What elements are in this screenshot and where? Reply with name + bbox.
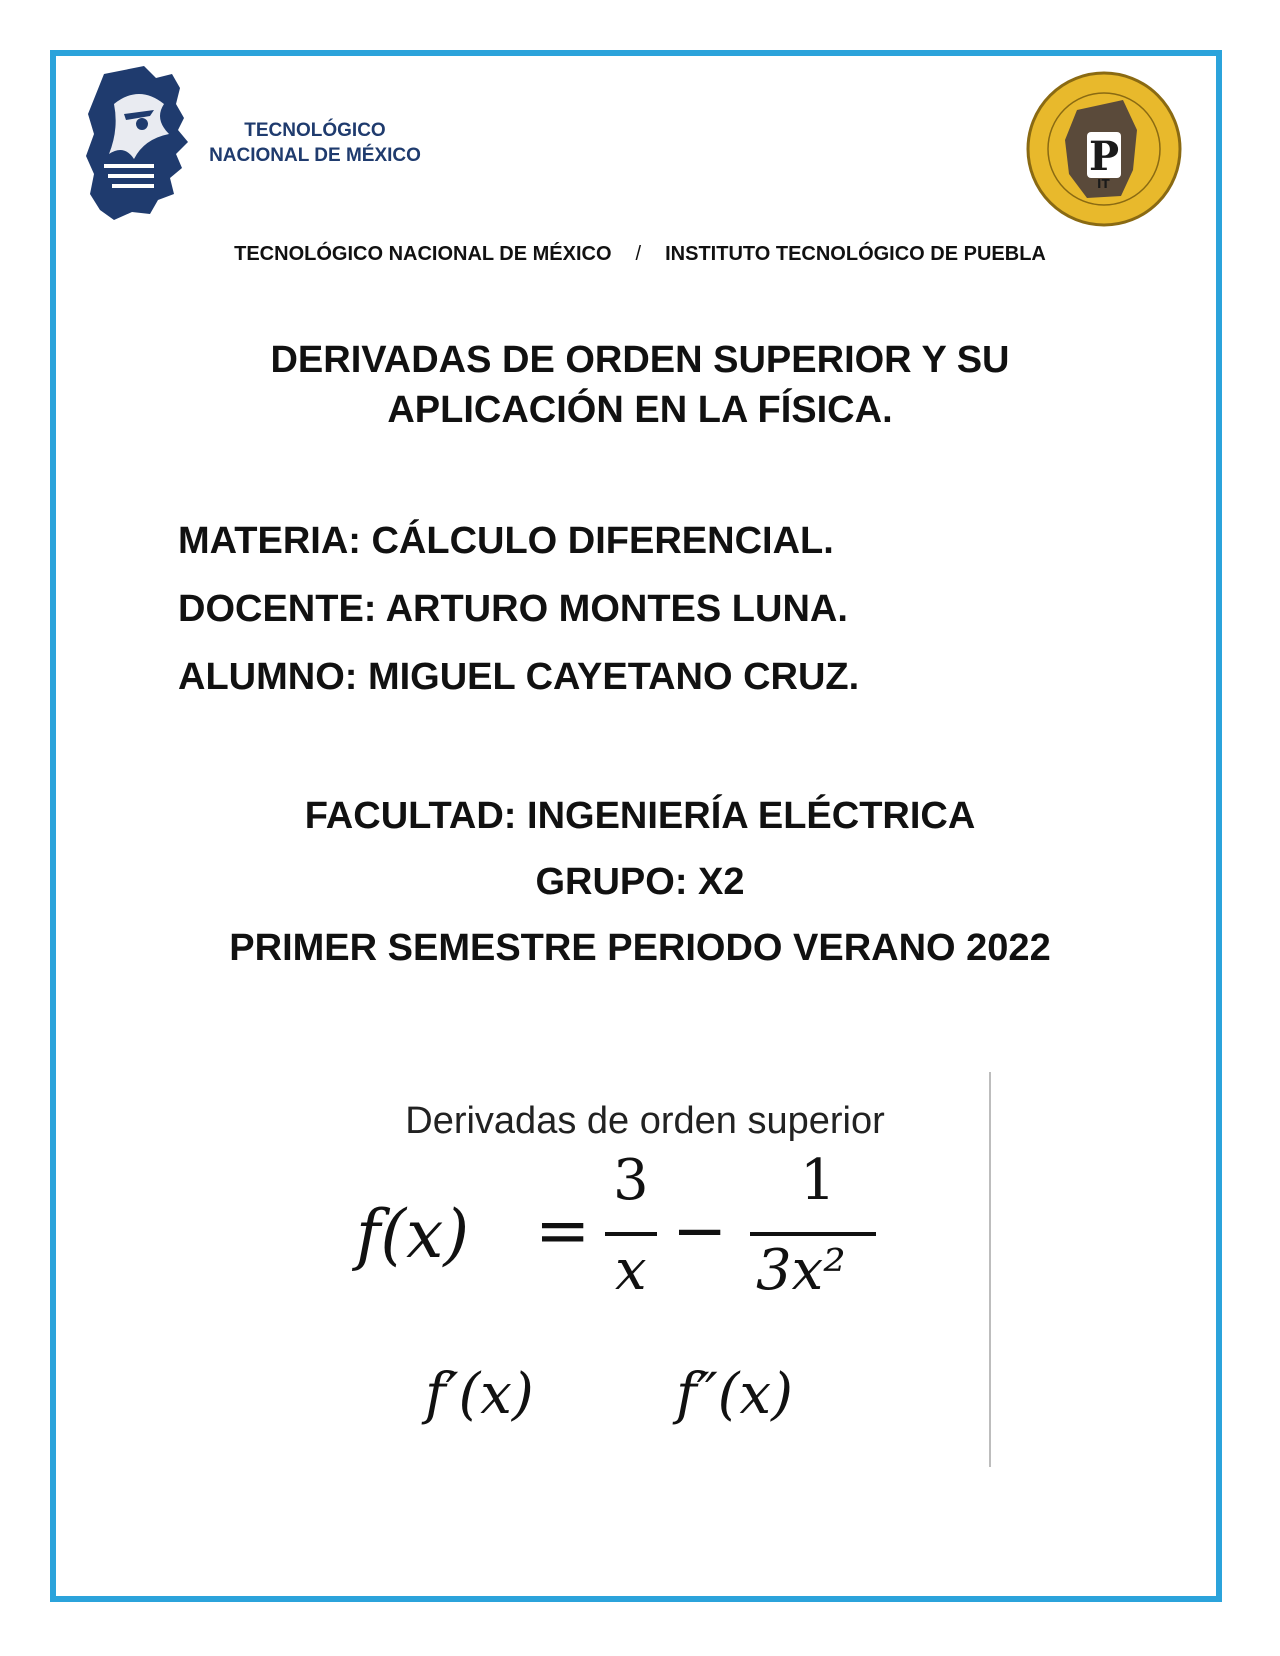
tecnm-logo-line1: TECNOLÓGICO (244, 120, 386, 141)
fraction1-denominator: x (615, 1238, 647, 1303)
alumno-line: ALUMNO: MIGUEL CAYETANO CRUZ. (178, 656, 860, 698)
institutions-line (0, 243, 1280, 266)
fraction1-numerator: 3 (613, 1148, 649, 1213)
formula-equals: = (535, 1192, 591, 1269)
itp-seal-logo (1025, 70, 1183, 228)
facultad-line: FACULTAD: INGENIERÍA ELÉCTRICA (304, 795, 976, 837)
program-details (0, 795, 1280, 993)
svg-text:P: P (1088, 133, 1120, 180)
periodo-line: PRIMER SEMESTRE PERIODO VERANO 2022 (229, 927, 1051, 969)
tecnm-logo-line2: NACIONAL DE MÉXICO (209, 145, 421, 166)
institution-tecnm: TECNOLÓGICO NACIONAL DE MÉXICO (234, 243, 612, 265)
image-edge-line (989, 1072, 991, 1467)
institution-separator: / (635, 243, 642, 265)
course-info (178, 520, 859, 724)
fraction2-bar (750, 1232, 876, 1236)
title-line-1: DERIVADAS DE ORDEN SUPERIOR Y SU (270, 339, 1010, 381)
tecnm-logo-text (205, 118, 425, 168)
first-derivative: f′(x) (425, 1362, 534, 1427)
svg-text:IT: IT (1097, 177, 1110, 191)
grupo-line: GRUPO: X2 (535, 861, 745, 903)
institution-itp: INSTITUTO TECNOLÓGICO DE PUEBLA (665, 243, 1046, 265)
title-line-2: APLICACIÓN EN LA FÍSICA. (387, 389, 893, 431)
document-title (0, 335, 1280, 435)
fraction2-denominator: 3x² (756, 1238, 846, 1303)
second-derivative: f″(x) (676, 1362, 793, 1427)
fraction2-numerator: 1 (800, 1148, 836, 1213)
materia-line: MATERIA: CÁLCULO DIFERENCIAL. (178, 520, 834, 562)
formula-caption: Derivadas de orden superior (405, 1100, 885, 1142)
formula-minus: − (672, 1192, 728, 1269)
fraction1-bar (605, 1232, 657, 1236)
docente-line: DOCENTE: ARTURO MONTES LUNA. (178, 588, 848, 630)
formula-lhs: f(x) (356, 1196, 470, 1273)
